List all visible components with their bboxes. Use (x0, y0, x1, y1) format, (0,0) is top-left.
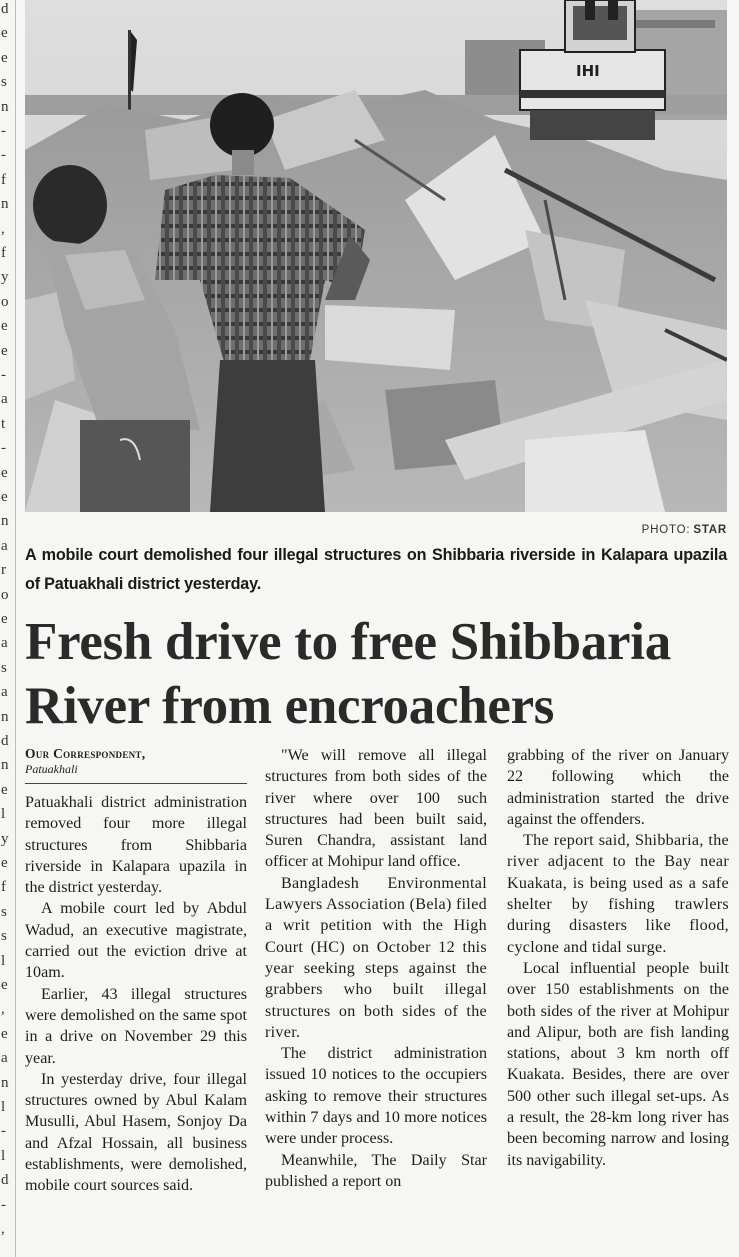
fragment-letter: a (1, 1050, 8, 1067)
fragment-letter: , (1, 1001, 5, 1018)
fragment-letter: , (1, 220, 5, 237)
fragment-letter: o (1, 293, 9, 310)
paragraph: Bangladesh Environmental Lawyers Association (Bela) filed a writ petition with the High Court (HC) on October 12 this year seeking steps against the grabbers who built illegal structures on both sides of the river. (265, 874, 487, 1041)
paragraph: The district administration issued 10 notices to the occupiers asking to remove their structures within 7 days and 10 more notices were under process. (265, 1045, 487, 1148)
fragment-letter: f (1, 245, 6, 261)
fragment-letter: a (1, 684, 8, 701)
fragment-letter: t (1, 415, 6, 432)
fragment-letter: s (1, 928, 7, 945)
fragment-letter: s (1, 903, 7, 920)
fragment-letter: e (1, 1025, 8, 1042)
article-column-1 (25, 745, 247, 1197)
fragment-letter: d (1, 1172, 9, 1189)
fragment-letter: e (1, 464, 8, 481)
fragment-letter: d (1, 1, 9, 17)
fragment-letter: - (1, 1196, 6, 1213)
fragment-letter: e (1, 318, 8, 335)
excavator-label: IHI (576, 62, 600, 80)
fragment-letter: s (1, 74, 7, 91)
fragment-letter: e (1, 977, 8, 993)
fragment-letter: y (1, 830, 9, 847)
fragment-letter: l (1, 952, 6, 969)
paragraph: Patuakhali district administration removed four more illegal structures from Shibbaria riverside in Kalapara upazila in the district yesterday. (25, 794, 247, 897)
byline-place: Patuakhali (25, 762, 78, 776)
photo-credit (642, 524, 727, 536)
paragraph: "We will remove all illegal structures from both sides of the river where over 100 such structures had been built said, Suren Chandra, assistant land officer at Mohipur land office. (265, 747, 487, 871)
fragment-letter: s (1, 659, 7, 676)
fragment-letter: l (1, 806, 6, 823)
news-photo (25, 0, 727, 512)
fragment-letter: f (1, 171, 6, 188)
paragraph: Local influential people built over 150 establishments on the both sides of the river at Mohipur and Alipur, both are fish landing stations, about 3 km north off Kuakata. Besides, there are over 500 other such illegal set-ups. As a result, the 28-km long river has been becoming narrow and losing its navigability. (507, 959, 729, 1169)
photo-credit-source: STAR (693, 524, 727, 536)
paragraph: In yesterday drive, four illegal structures owned by Abul Kalam Musulli, Abul Hasem, Sonjoy Da and Afzal Hossain, all business establishments, were demolished, mobile court sources said. (25, 1070, 247, 1195)
fragment-letter: y (1, 269, 9, 286)
fragment-letter: e (1, 855, 8, 871)
byline (25, 745, 247, 784)
paragraph: Meanwhile, The Daily Star published a report on (265, 1151, 487, 1190)
headline: Fresh drive to free Shibbaria River from encroachers (25, 613, 671, 735)
fragment-letter: n (1, 708, 9, 725)
fragment-letter: e (1, 611, 8, 627)
article-column-3 (507, 745, 729, 1171)
fragment-letter: - (1, 440, 6, 457)
paragraph: grabbing of the river on January 22 following which the administration started the drive against the offenders. (507, 747, 729, 828)
fragment-letter: - (1, 367, 6, 383)
fragment-letter: a (1, 391, 8, 408)
fragment-letter: - (1, 1123, 6, 1140)
fragment-letter: d (1, 733, 9, 749)
fragment-letter: a (1, 635, 8, 652)
fragment-letter: n (1, 513, 9, 530)
fragment-letter: l (1, 1099, 6, 1115)
fragment-letter: , (1, 1221, 5, 1237)
fragment-letter: e (1, 489, 8, 505)
fragment-letter: r (1, 562, 6, 579)
fragment-letter: n (1, 757, 9, 774)
fragment-letter: n (1, 196, 9, 213)
fragment-letter: - (1, 147, 6, 164)
paragraph: The report said, Shibbaria, the river adjacent to the Bay near Kuakata, is being used as a safe shelter by fishing trawlers during disasters like flood, cyclone and tidal surge. (507, 832, 729, 956)
byline-name: Our Correspondent, (25, 746, 146, 761)
fragment-letter: e (1, 25, 8, 42)
photo-credit-prefix: PHOTO: (641, 524, 691, 536)
news-photo-illustration (25, 0, 727, 512)
fragment-letter: n (1, 1074, 9, 1091)
fragment-letter: e (1, 342, 8, 359)
paragraph: A mobile court led by Abdul Wadud, an executive magistrate, carried out the eviction drive at 10am. (25, 900, 247, 982)
fragment-letter: f (1, 879, 6, 896)
fragment-letter: l (1, 1147, 6, 1164)
paragraph: Earlier, 43 illegal structures were demolished on the same spot in a drive on November 29 this year. (25, 985, 247, 1067)
fragment-letter: e (1, 49, 8, 66)
photo-caption: A mobile court demolished four illegal structures on Shibbaria riverside in Kalapara upazila of Patuakhali district yesterday. (25, 546, 727, 593)
fragment-letter: o (1, 586, 9, 603)
fragment-letter: e (1, 781, 8, 798)
fragment-letter: a (1, 537, 8, 554)
adjacent-column-fragment (0, 0, 16, 1257)
article-column-2 (265, 745, 487, 1192)
fragment-letter: - (1, 123, 6, 139)
fragment-letter: n (1, 98, 9, 115)
